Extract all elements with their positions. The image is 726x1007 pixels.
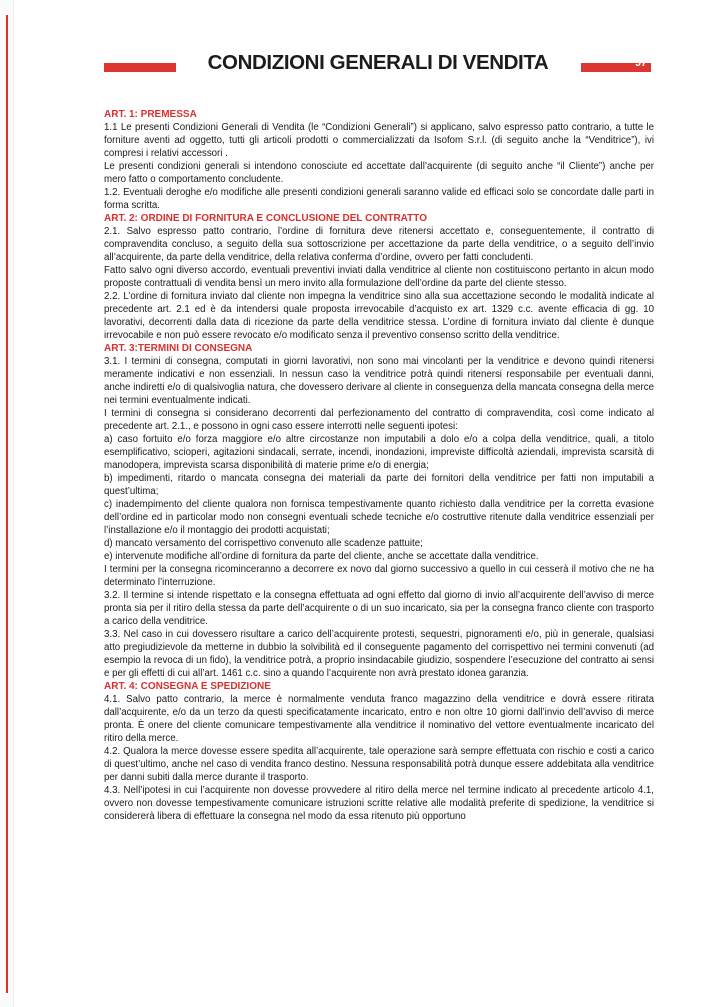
article-paragraph: 4.3. Nell’ipotesi in cui l’acquirente non dovesse provvedere al ritiro della merce nel termine indicato al precedente articolo 4.1, ovvero non dovesse tempestivamente comunicare istruzioni scritte relative alle modalità preferite di spedizione, la venditrice si considererà libera di effettuare la consegna nel modo da essa ritenuto più opportuno — [104, 785, 654, 822]
article-paragraph: I termini per la consegna ricominceranno a decorrere ex novo dal giorno successivo a quello in cui cesserà il motivo che ne ha determinato l’interruzione. — [104, 564, 654, 588]
article-paragraph: d) mancato versamento del corrispettivo convenuto alle scadenze pattuite; — [104, 538, 423, 549]
article-section — [104, 680, 654, 823]
article-paragraph: 1.1 Le presenti Condizioni Generali di Vendita (le “Condizioni Generali”) si applicano, salvo espresso patto contrario, a tutte le forniture aventi ad oggetto, tutti gli articoli prodotti o commercializzati da Isofom S.r.l. (di seguito anche la “Venditrice”), ivi compresi i relativi accessori . — [104, 122, 654, 159]
article-heading: ART. 1: PREMESSA — [104, 109, 197, 120]
article-paragraph: a) caso fortuito e/o forza maggiore e/o altre circostanze non imputabili a dolo e/o a colpa della venditrice, quali, a titolo esemplificativo, scioperi, agitazioni sindacali, serrate, incendi, inondazioni, impreviste difficoltà aziendali, imprevista scarsità di manodopera, imprevista scarsa disponibilità di materie prime e/o di energia; — [104, 434, 654, 471]
article-paragraph: 3.3. Nel caso in cui dovessero risultare a carico dell’acquirente protesti, sequestri, pignoramenti e/o, più in generale, qualsiasi atto pregiudizievole da metterne in dubbio la solvibilità ed il conseguente pagamento del corrispettivo nei termini convenuti (ad esempio la revoca di un fido), la venditrice potrà, a proprio insindacabile giudizio, sospendere l’esecuzione del contratto ai sensi e per gli effetti di cui all’art. 1461 c.c. sino a quando l’acquirente non avrà prestato idonea garanzia. — [104, 629, 654, 679]
article-paragraph: 3.1. I termini di consegna, computati in giorni lavorativi, non sono mai vincolanti per la venditrice e devono quindi ritenersi meramente indicativi e non essenziali. In nessun caso la venditrice potrà quindi ritenersi responsabile per eventuali danni, anche indiretti e/o di qualsivoglia natura, che dovessero derivare al cliente in conseguenza della mancata consegna della merce nei termini eventualmente indicati. — [104, 356, 654, 406]
article-section — [104, 212, 654, 342]
article-heading: ART. 3:TERMINI DI CONSEGNA — [104, 343, 253, 354]
article-paragraph: c) inadempimento del cliente qualora non fornisca tempestivamente quanto richiesto dalla venditrice per la corretta evasione dell’ordine ed in particolar modo non consegni eventuali schede tecniche e/o costruttive ritenute dalla venditrice essenziali per l’installazione e/o il montaggio dei prodotti acquistati; — [104, 499, 654, 536]
article-paragraph: 2.1. Salvo espresso patto contrario, l’ordine di fornitura deve ritenersi accettato e, conseguentemente, il contratto di compravendita concluso, a seguito della sua sottoscrizione per accettazione da parte della venditrice, o a seguito dell’invio all’acquirente, da parte della venditrice, della relativa conferma d’ordine, ovvero per fatti concludenti. — [104, 226, 654, 263]
article-paragraph: 4.2. Qualora la merce dovesse essere spedita all’acquirente, tale operazione sarà sempre effettuata con rischio e costi a carico di quest’ultimo, anche nel caso di vendita franco destino. Nessuna responsabilità potrà dunque essere addebitata alla venditrice per danni subiti dalla merce durante il trasporto. — [104, 746, 654, 783]
article-paragraph: Le presenti condizioni generali si intendono conosciute ed accettate dall’acquirente (di seguito anche “il Cliente”) anche per mero fatto o comportamento concludente. — [104, 161, 654, 185]
article-heading: ART. 4: CONSEGNA E SPEDIZIONE — [104, 681, 271, 692]
article-paragraph: e) intervenute modifiche all’ordine di fornitura da parte del cliente, anche se accettate dalla venditrice. — [104, 551, 539, 562]
article-paragraph: b) impedimenti, ritardo o mancata consegna dei materiali da parte dei fornitori della venditrice per fatti non imputabili a quest’ultima; — [104, 473, 654, 497]
article-paragraph: 2.2. L’ordine di fornitura inviato dal cliente non impegna la venditrice sino alla sua accettazione secondo le modalità indicate al precedente art. 2.1 ed è da intendersi quale proposta irrevocabile d’acquisto ex art. 1329 c.c. avente efficacia di gg. 10 lavorativi, decorrenti dalla data di ricezione da parte della venditrice stessa. L’ordine di fornitura inviato dal cliente è dunque irrevocabile e non può essere revocato e/o modificato senza il preventivo consenso scritto della venditrice. — [104, 291, 654, 341]
article-paragraph: 1.2. Eventuali deroghe e/o modifiche alle presenti condizioni generali saranno valide ed efficaci solo se concordate dalle parti in forma scritta. — [104, 187, 654, 211]
article-paragraph: I termini di consegna si considerano decorrenti dal perfezionamento del contratto di compravendita, così come indicato al precedente art. 2.1., e possono in ogni caso essere interrotti nelle seguenti ipotesi: — [104, 408, 654, 432]
article-paragraph: Fatto salvo ogni diverso accordo, eventuali preventivi inviati dalla venditrice al cliente non costituiscono pertanto in alcun modo proposte contrattuali di vendita bensì un mero invito alla formulazione dell’ordine da parte del cliente stesso. — [104, 265, 654, 289]
article-paragraph: 4.1. Salvo patto contrario, la merce è normalmente venduta franco magazzino della venditrice e dovrà essere ritirata dall’acquirente, e/o da un terzo da questi specificatamente incaricato, entro e non oltre 10 giorni dall’invio dell’avviso di merce pronta. È onere del cliente comunicare tempestivamente alla venditrice il nominativo del vettore eventualmente incaricato del ritiro della merce. — [104, 694, 654, 744]
page-number: 97 — [635, 57, 647, 69]
title-stripe-left — [104, 63, 176, 72]
conditions-body — [104, 108, 654, 823]
article-heading: ART. 2: ORDINE DI FORNITURA E CONCLUSIONE DEL CONTRATTO — [104, 213, 427, 224]
article-paragraph: 3.2. Il termine si intende rispettato e la consegna effettuata ad ogni effetto dal giorno di invio all’acquirente dell’avviso di merce pronta sia per il ritiro della stessa da parte dell’acquirente o di un suo incaricato, sia per la consegna franco cliente con trasporto a carico della venditrice. — [104, 590, 654, 627]
page-title: CONDIZIONI GENERALI DI VENDITA — [207, 51, 549, 74]
left-margin-strip — [0, 0, 14, 1007]
article-section — [104, 108, 654, 212]
article-section — [104, 342, 654, 680]
margin-red-line — [6, 15, 8, 993]
